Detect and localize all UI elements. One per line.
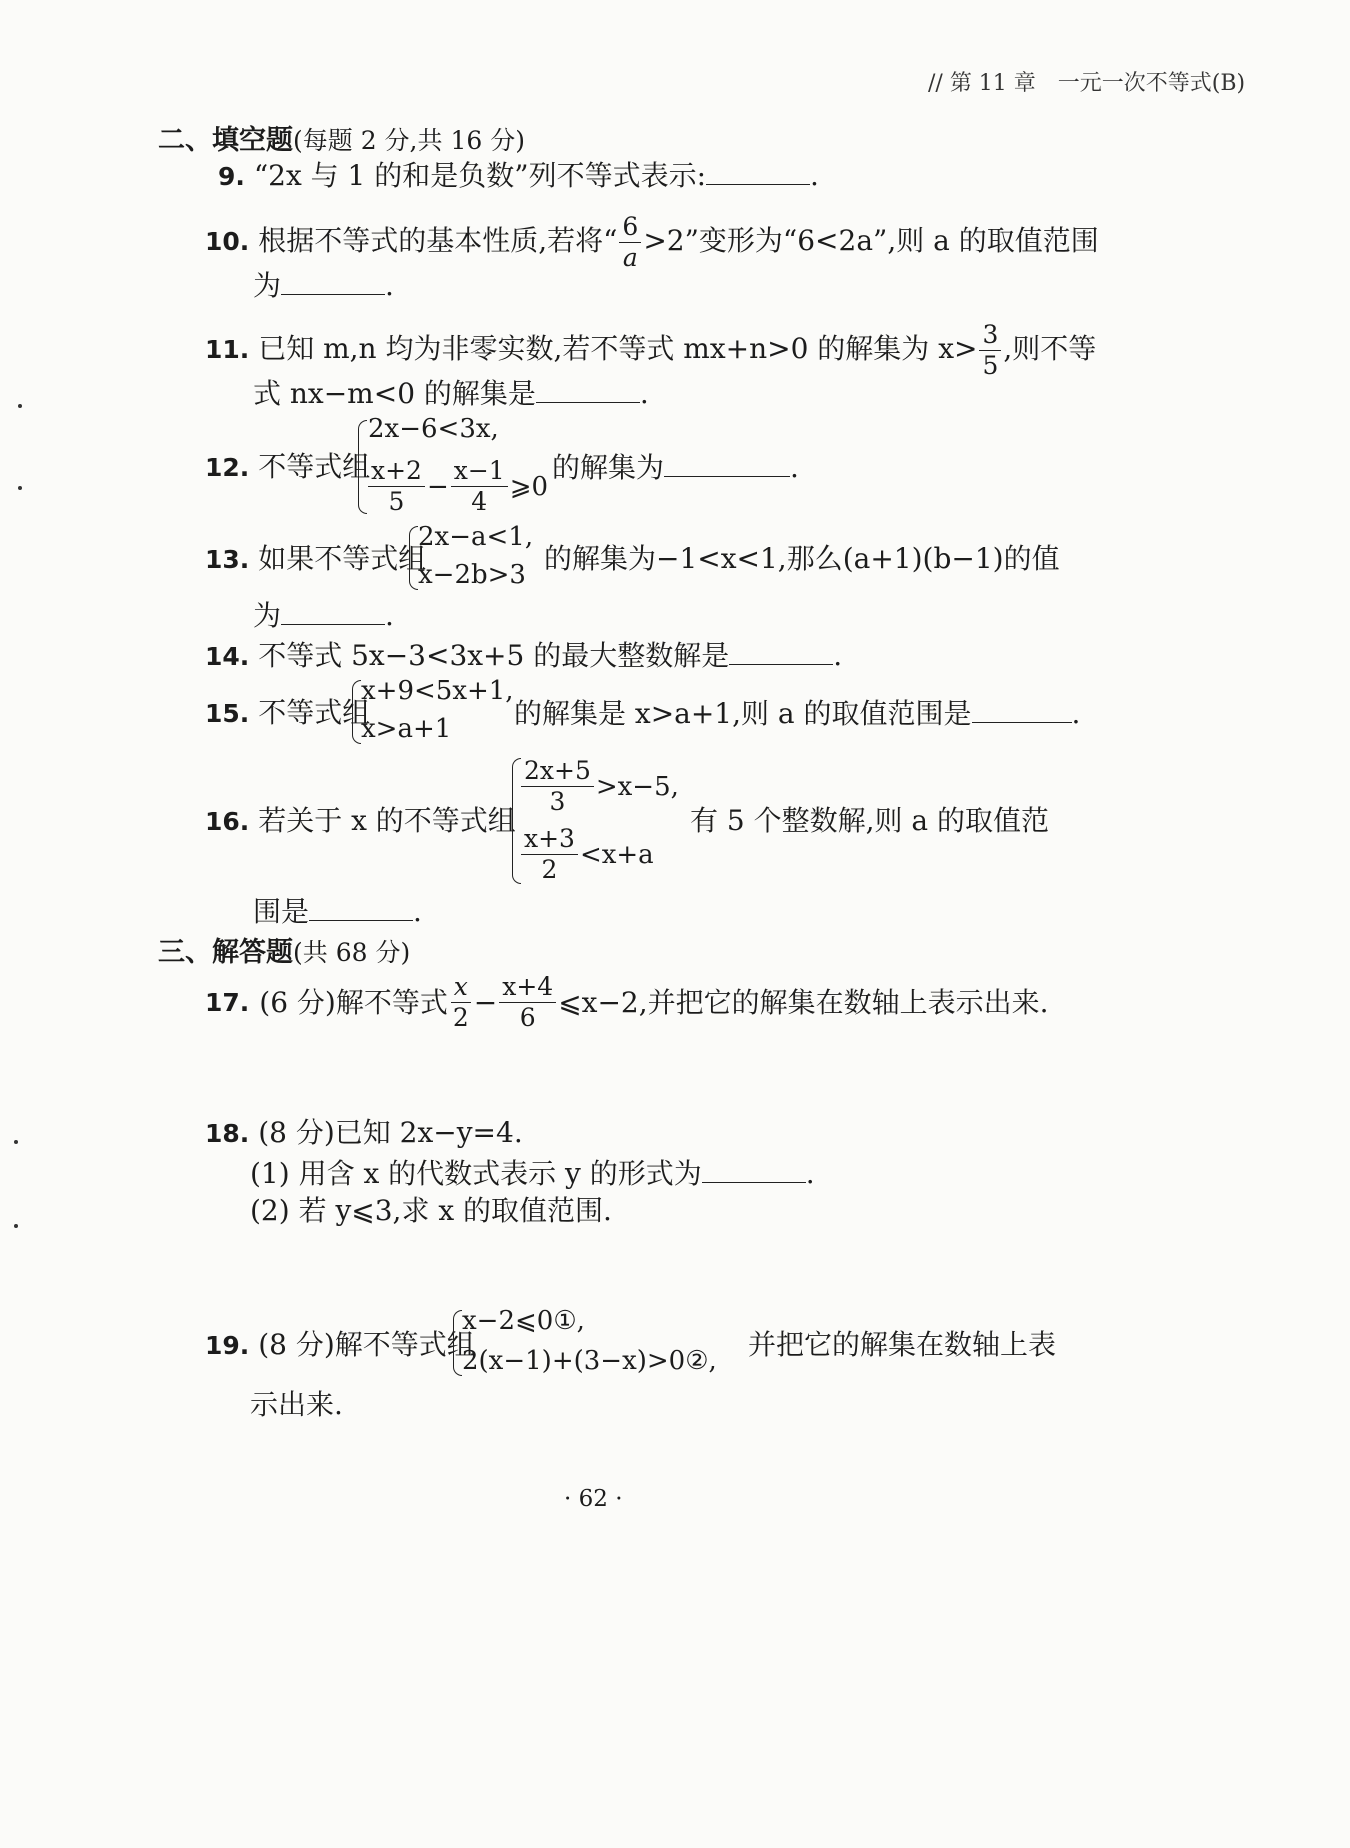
system-line-1: x+9<5x+1, xyxy=(361,676,514,706)
section-note: (共 68 分) xyxy=(293,938,411,967)
question-text: 不等式 5x−3<3x+5 的最大整数解是 xyxy=(258,639,730,672)
denominator: 2 xyxy=(541,855,558,884)
question-number: 11. xyxy=(205,335,250,364)
period: . xyxy=(805,1157,815,1190)
system-line-2 xyxy=(366,456,548,517)
question-11-line2 xyxy=(253,374,649,413)
question-10-line2 xyxy=(253,266,394,305)
question-number: 18. xyxy=(205,1119,250,1148)
question-18 xyxy=(205,1114,523,1153)
system-brace xyxy=(453,1310,462,1376)
denominator: 5 xyxy=(982,351,999,380)
question-text: 若关于 x 的不等式组 xyxy=(258,804,516,837)
answer-blank[interactable] xyxy=(972,694,1072,723)
question-text-3: 围是 xyxy=(253,895,310,928)
relation: <x+a xyxy=(579,839,654,870)
question-12 xyxy=(205,448,370,487)
part-1-text: (1) 用含 x 的代数式表示 y 的形式为 xyxy=(250,1157,702,1190)
question-19 xyxy=(205,1326,475,1365)
answer-blank[interactable] xyxy=(729,636,833,665)
system-brace xyxy=(409,526,418,590)
numerator: x+3 xyxy=(521,824,578,855)
question-text-3: 式 nx−m<0 的解集是 xyxy=(253,377,536,410)
question-text-3: 为 xyxy=(253,269,282,302)
scan-speck xyxy=(18,404,22,408)
fraction xyxy=(979,320,1001,381)
question-text-2: 的解集是 x>a+1,则 a 的取值范围是 xyxy=(514,697,972,730)
answer-blank[interactable] xyxy=(309,892,413,921)
question-number: 14. xyxy=(205,642,250,671)
section-title: 二、填空题 xyxy=(158,125,293,156)
section-title: 三、解答题 xyxy=(158,937,293,968)
question-number: 9. xyxy=(218,162,245,191)
question-number: 12. xyxy=(205,453,250,482)
fraction xyxy=(499,972,556,1033)
question-text: 不等式组 xyxy=(258,696,371,729)
question-text: 不等式组 xyxy=(258,450,371,483)
section-fill-in-title xyxy=(158,118,525,157)
numerator: x+2 xyxy=(368,456,425,487)
scan-speck xyxy=(14,1224,18,1228)
relation: ⩾0 xyxy=(509,471,549,502)
system-line-1: x−2⩽0①, xyxy=(462,1306,585,1336)
question-15-tail xyxy=(514,694,1080,733)
chapter-header: // 第 11 章 一元一次不等式(B) xyxy=(928,71,1246,96)
denominator: 6 xyxy=(519,1003,536,1032)
question-18-part2: (2) 若 y⩽3,求 x 的取值范围. xyxy=(250,1194,612,1227)
question-text: 如果不等式组 xyxy=(258,542,427,575)
question-14 xyxy=(205,636,842,676)
period: . xyxy=(810,159,819,192)
period: . xyxy=(385,599,394,632)
fraction xyxy=(521,824,578,885)
question-number: 15. xyxy=(205,699,250,728)
period: . xyxy=(639,377,649,410)
denominator: 5 xyxy=(388,487,405,516)
answer-blank[interactable] xyxy=(536,374,640,403)
system-line-1: 2x−a<1, xyxy=(418,522,534,552)
question-text: 根据不等式的基本性质,若将“ xyxy=(258,224,618,257)
minus-sign: − xyxy=(426,471,449,502)
period: . xyxy=(833,639,843,672)
section-answer-title xyxy=(158,930,410,969)
question-11 xyxy=(205,320,1096,381)
question-text: (8 分)已知 2x−y=4. xyxy=(258,1116,523,1149)
question-text: (6 分)解不等式 xyxy=(259,985,448,1019)
denominator: 2 xyxy=(452,1003,469,1032)
scan-speck xyxy=(18,486,22,490)
question-10 xyxy=(205,212,1099,273)
question-number: 19. xyxy=(205,1331,250,1360)
relation: >x−5, xyxy=(595,771,679,802)
question-16 xyxy=(205,802,516,841)
question-text: “2x 与 1 的和是负数”列不等式表示: xyxy=(253,159,706,192)
system-line-1 xyxy=(519,756,679,817)
question-number: 13. xyxy=(205,545,250,574)
period: . xyxy=(413,895,422,928)
question-12-tail xyxy=(552,448,799,487)
system-brace xyxy=(352,680,361,744)
period: . xyxy=(385,269,394,302)
system-line-2: x>a+1 xyxy=(361,714,452,744)
period: . xyxy=(790,451,799,484)
answer-blank[interactable] xyxy=(706,156,810,185)
fraction xyxy=(521,756,594,817)
question-text-2: 的解集为−1<x<1,那么(a+1)(b−1)的值 xyxy=(544,542,1060,575)
question-9 xyxy=(218,156,819,196)
answer-blank[interactable] xyxy=(702,1154,806,1183)
question-17 xyxy=(205,972,1049,1033)
question-text-2: >2”变形为“6<2a”,则 a 的取值范围 xyxy=(643,224,1099,257)
question-13-line2 xyxy=(253,596,394,635)
system-line-2: x−2b>3 xyxy=(418,560,526,590)
question-text: 已知 m,n 均为非零实数,若不等式 mx+n>0 的解集为 x> xyxy=(258,332,978,365)
answer-blank[interactable] xyxy=(281,596,385,625)
system-line-1: 2x−6<3x, xyxy=(368,414,499,444)
numerator: x xyxy=(451,972,471,1003)
question-text-3: 示出来. xyxy=(250,1388,343,1421)
question-13 xyxy=(205,540,426,579)
question-number: 16. xyxy=(205,807,250,836)
page-number: · 62 · xyxy=(564,1486,623,1512)
fraction xyxy=(450,972,472,1033)
denominator: a xyxy=(622,243,638,272)
fraction xyxy=(451,456,508,517)
fraction xyxy=(368,456,425,517)
answer-blank[interactable] xyxy=(664,448,790,477)
question-number: 10. xyxy=(205,227,250,256)
answer-blank[interactable] xyxy=(281,266,385,295)
question-text-3: 为 xyxy=(253,599,282,632)
system-line-2: 2(x−1)+(3−x)>0②, xyxy=(462,1346,717,1376)
question-16-line2 xyxy=(253,892,422,931)
question-number: 17. xyxy=(205,987,250,1017)
period: . xyxy=(1071,697,1081,730)
system-line-2 xyxy=(519,824,654,885)
question-text-2: ,则不等 xyxy=(1003,332,1097,365)
denominator: 3 xyxy=(549,787,566,816)
denominator: 4 xyxy=(471,487,488,516)
numerator: x−1 xyxy=(451,456,508,487)
numerator: 6 xyxy=(619,212,641,243)
scan-speck xyxy=(14,1140,18,1144)
question-text: (8 分)解不等式组 xyxy=(258,1328,475,1361)
question-text-2: ⩽x−2,并把它的解集在数轴上表示出来. xyxy=(558,985,1049,1019)
question-18-part1 xyxy=(250,1154,815,1193)
question-15 xyxy=(205,694,370,733)
question-text-2: 有 5 个整数解,则 a 的取值范 xyxy=(690,804,1050,837)
numerator: 2x+5 xyxy=(521,756,594,787)
minus-sign: − xyxy=(473,985,498,1019)
question-text-2: 并把它的解集在数轴上表 xyxy=(748,1328,1057,1361)
numerator: 3 xyxy=(979,320,1001,351)
section-note: (每题 2 分,共 16 分) xyxy=(293,126,525,155)
numerator: x+4 xyxy=(499,972,556,1003)
fraction xyxy=(619,212,641,273)
question-text-2: 的解集为 xyxy=(552,451,665,484)
